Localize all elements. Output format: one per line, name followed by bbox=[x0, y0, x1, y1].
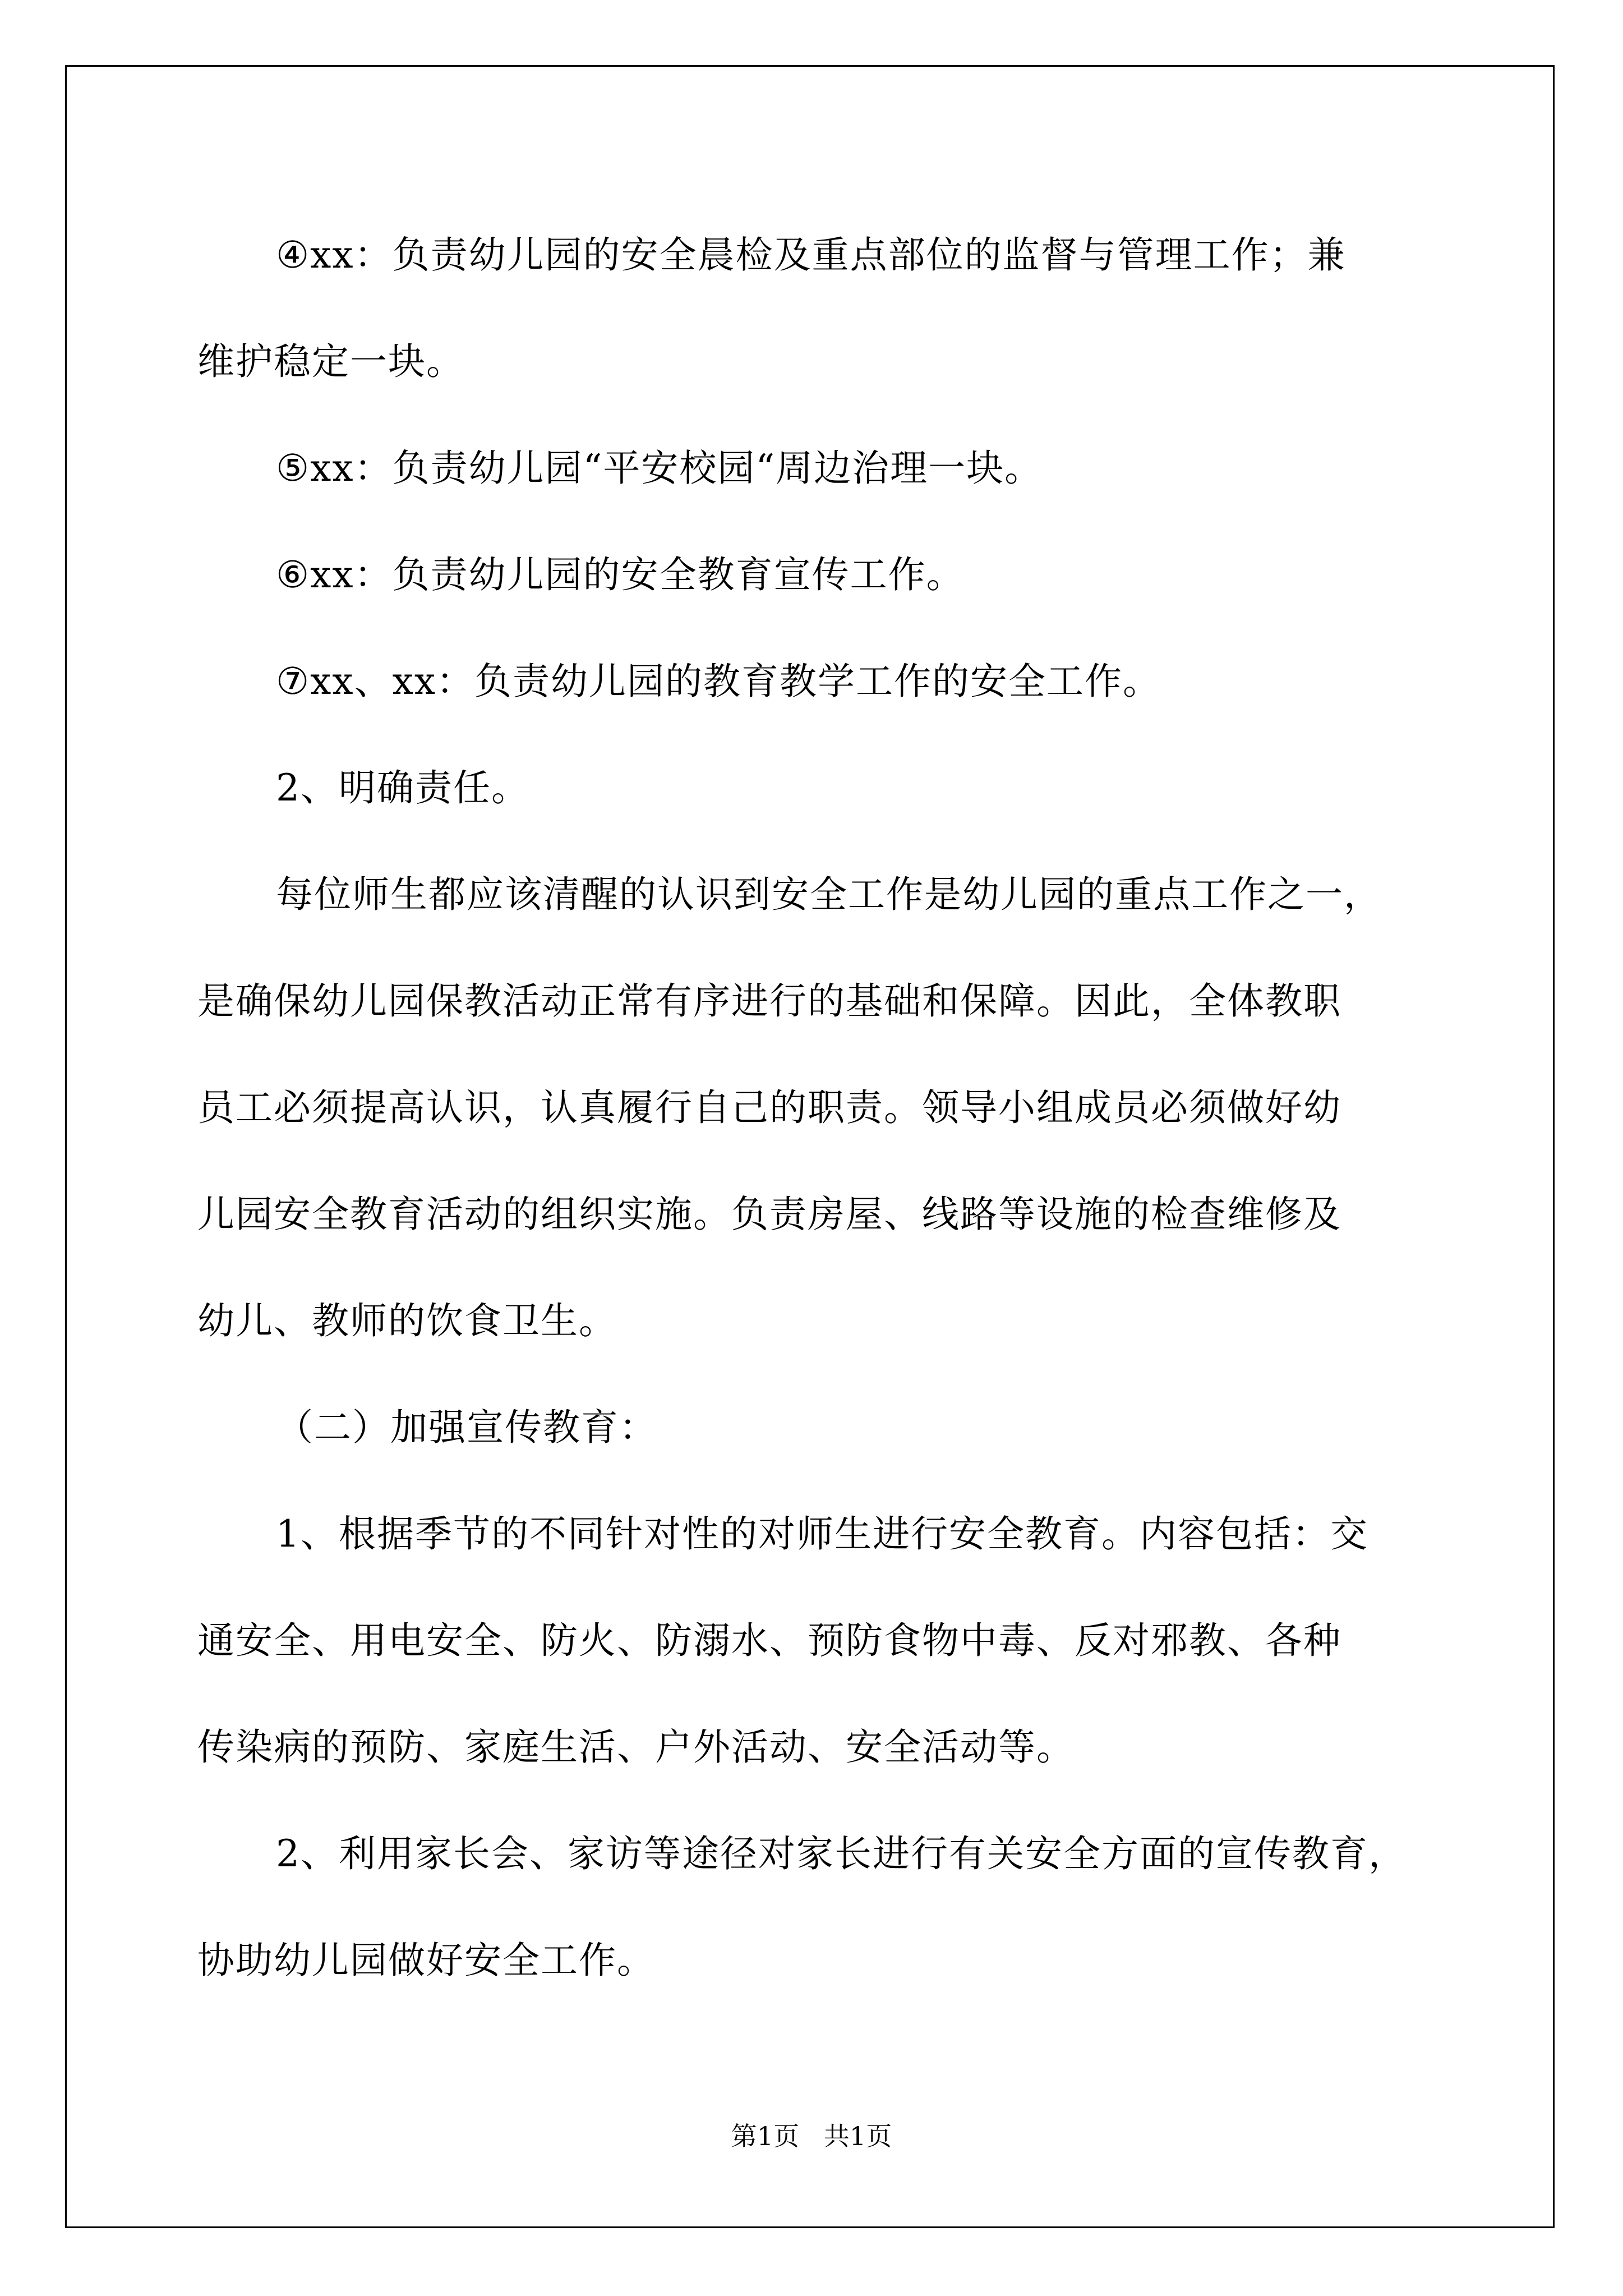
text-line: 通安全、用电安全、防火、防溺水、预防食物中毒、反对邪教、各种 bbox=[197, 1619, 1341, 1662]
text-line: ⑦xx、xx：负责幼儿园的教育教学工作的安全工作。 bbox=[276, 660, 1161, 703]
text-line: 员工必须提高认识，认真履行自己的职责。领导小组成员必须做好幼 bbox=[197, 1086, 1341, 1129]
text-line: ⑤xx：负责幼儿园“平安校园“周边治理一块。 bbox=[276, 447, 1043, 490]
document-body bbox=[197, 202, 1431, 2014]
text-line: 儿园安全教育活动的组织实施。负责房屋、线路等设施的检查维修及 bbox=[197, 1193, 1341, 1236]
text-line: 幼儿、教师的饮食卫生。 bbox=[197, 1299, 617, 1342]
page-footer: 第1页 共1页 bbox=[731, 2121, 892, 2151]
text-line: 1、根据季节的不同针对性的对师生进行安全教育。内容包括：交 bbox=[276, 1512, 1368, 1556]
text-line: 传染病的预防、家庭生活、户外活动、安全活动等。 bbox=[197, 1726, 1075, 1769]
text-line: ⑥xx：负责幼儿园的安全教育宣传工作。 bbox=[276, 553, 965, 596]
text-line: 维护稳定一块。 bbox=[197, 340, 464, 383]
text-line: 每位师生都应该清醒的认识到安全工作是幼儿园的重点工作之一， bbox=[276, 873, 1382, 916]
text-line: 2、利用家长会、家访等途径对家长进行有关安全方面的宣传教育， bbox=[276, 1832, 1407, 1875]
text-line: 是确保幼儿园保教活动正常有序进行的基础和保障。因此，全体教职 bbox=[197, 979, 1341, 1023]
section-heading: （二）加强宣传教育： bbox=[276, 1406, 657, 1449]
text-line: 协助幼儿园做好安全工作。 bbox=[197, 1939, 655, 1982]
text-line: ④xx：负责幼儿园的安全晨检及重点部位的监督与管理工作；兼 bbox=[276, 233, 1346, 277]
text-line: 2、明确责任。 bbox=[276, 766, 529, 809]
